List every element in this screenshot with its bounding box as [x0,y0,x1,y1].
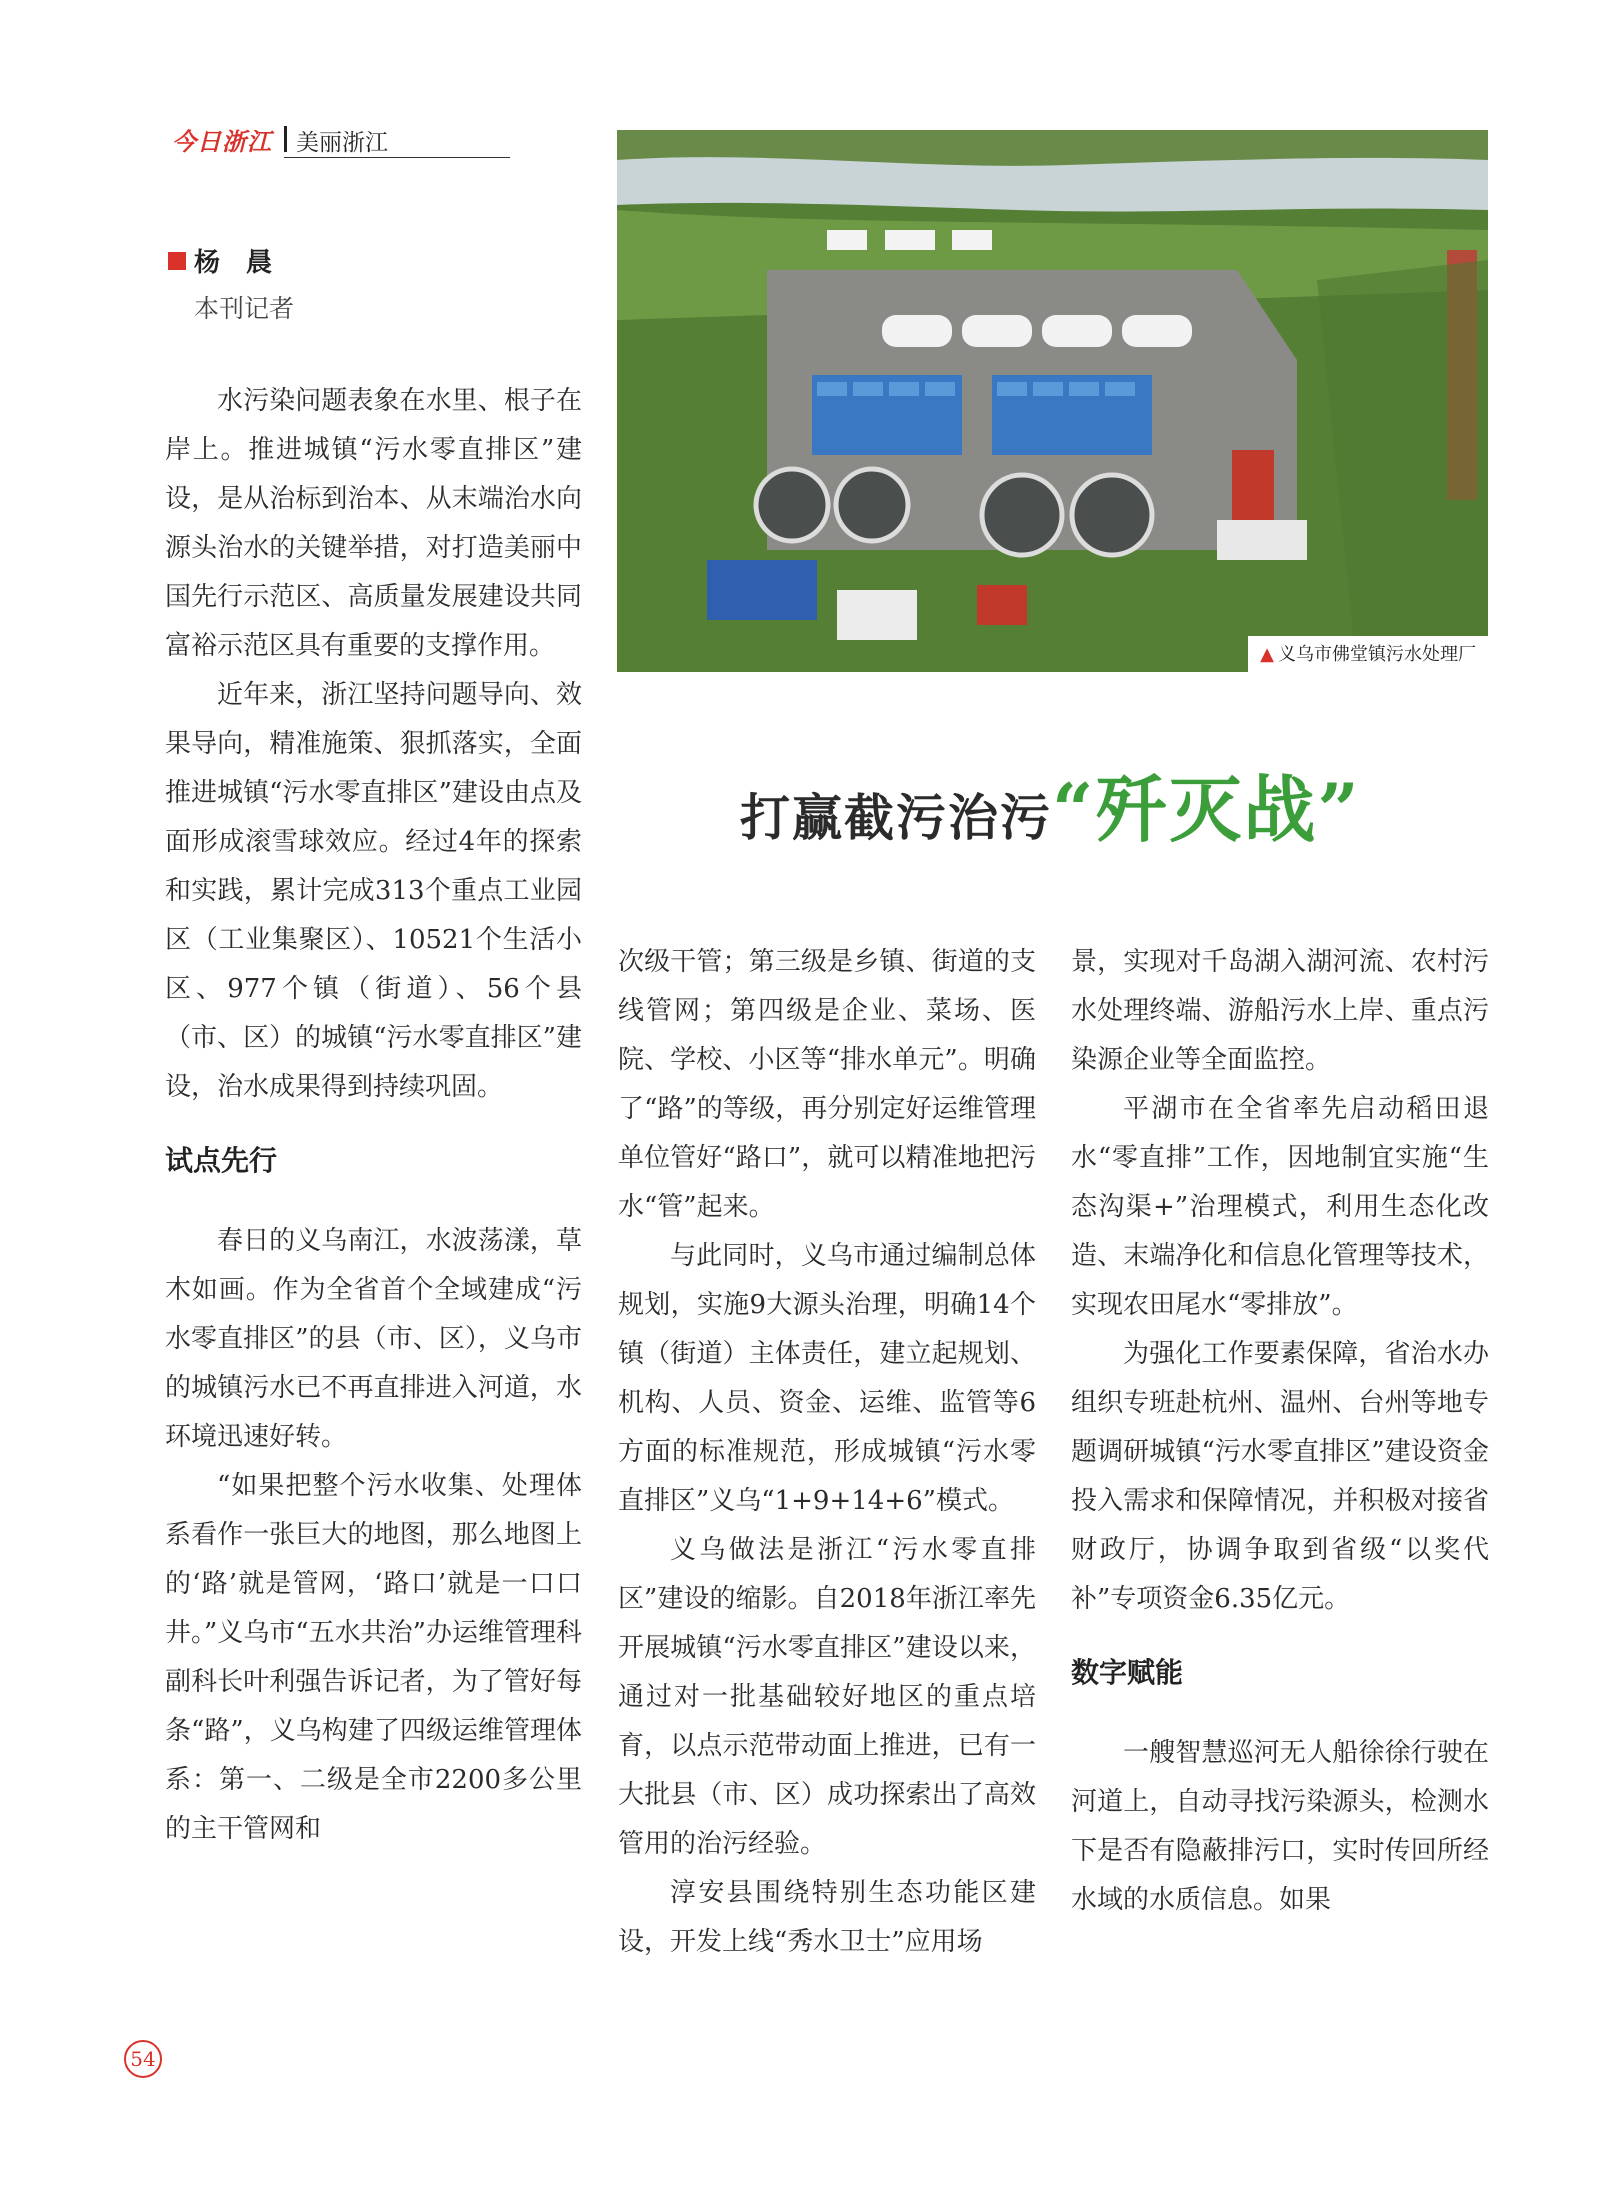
author-role: 本刊记者 [194,294,295,323]
paragraph: 春日的义乌南江，水波荡漾，草木如画。作为全省首个全域建成“污水零直排区”的县（市、区），义乌市的城镇污水已不再直排进入河道，水环境迅速好转。 [165,1226,582,1452]
magazine-logo: 今日浙江 [172,127,272,156]
byline [168,242,294,325]
paragraph: 为强化工作要素保障，省治水办组织专班赴杭州、温州、台州等地专题调研城镇“污水零直排区”建设资金投入需求和保障情况，并积极对接省财政厅，协调争取到省级“以奖代补”专项资金6.35亿元。 [1071,1339,1489,1614]
paragraph: 义乌做法是浙江“污水零直排区”建设的缩影。自2018年浙江率先开展城镇“污水零直排区”建设以来，通过对一批基础较好地区的重点培育，以点示范带动面上推进，已有一大批县（市、区）成功探索出了高效管用的治污经验。 [618,1535,1036,1859]
magazine-header [172,122,510,158]
article-headline [740,752,1361,856]
header-rule [284,157,510,158]
paragraph: 景，实现对千岛湖入湖河流、农村污水处理终端、游船污水上岸、重点污染源企业等全面监控。 [1071,947,1489,1075]
paragraph: “如果把整个污水收集、处理体系看作一张巨大的地图，那么地图上的‘路’就是管网，‘路口’就是一口口井。”义乌市“五水共治”办运维管理科副科长叶利强告诉记者，为了管好每条“路”，义乌构建了四级运维管理体系：第一、二级是全市2200多公里的主干管网和 [165,1471,582,1844]
paragraph: 一艘智慧巡河无人船徐徐行驶在河道上，自动寻找污染源头，检测水下是否有隐蔽排污口，实时传回所经水域的水质信息。如果 [1071,1738,1489,1915]
paragraph: 次级干管；第三级是乡镇、街道的支线管网；第四级是企业、菜场、医院、学校、小区等“排水单元”。明确了“路”的等级，再分别定好运维管理单位管好“路口”，就可以精准地把污水“管”起来。 [618,947,1036,1222]
author-line [168,242,294,279]
caption-text: 义乌市佛堂镇污水处理厂 [1278,644,1476,665]
paragraph: 水污染问题表象在水里、根子在岸上。推进城镇“污水零直排区”建设，是从治标到治本、从末端治水向源头治水的关键举措，对打造美丽中国先行示范区、高质量发展建设共同富裕示范区具有重要的支撑作用。 [165,386,582,661]
article-column-2 [618,938,1036,1967]
paragraph: 与此同时，义乌市通过编制总体规划，实施9大源头治理，明确14个镇（街道）主体责任，建立起规划、机构、人员、资金、运维、监管等6方面的标准规范，形成城镇“污水零直排区”义乌“1+9+14+6”模式。 [618,1241,1036,1516]
article-column-3 [1071,938,1489,1925]
photo-caption [1248,636,1488,672]
headline-highlight: “歼灭战” [1052,767,1361,852]
treatment-plant-illustration [617,130,1488,672]
section-title: 美丽浙江 [296,130,388,156]
header-divider [284,126,287,152]
triangle-icon: ▲ [1260,644,1274,665]
headline-main: 打赢截污治污 [740,788,1052,847]
section-heading: 数字赋能 [1071,1656,1184,1689]
page-number: 54 [124,2040,162,2078]
aerial-photo [617,130,1488,672]
author-name: 杨 晨 [194,248,273,278]
paragraph: 淳安县围绕特别生态功能区建设，开发上线“秀水卫士”应用场 [618,1878,1036,1957]
paragraph: 近年来，浙江坚持问题导向、效果导向，精准施策、狠抓落实，全面推进城镇“污水零直排区”建设由点及面形成滚雪球效应。经过4年的探索和实践，累计完成313个重点工业园区（工业集聚区）、10521个生活小区、977个镇（街道）、56个县（市、区）的城镇“污水零直排区”建设，治水成果得到持续巩固。 [165,680,582,1102]
red-square-icon [168,252,186,270]
paragraph: 平湖市在全省率先启动稻田退水“零直排”工作，因地制宜实施“生态沟渠+”治理模式，利用生态化改造、末端净化和信息化管理等技术，实现农田尾水“零排放”。 [1071,1094,1489,1320]
section-heading: 试点先行 [165,1144,278,1177]
article-column-1 [165,377,582,1854]
